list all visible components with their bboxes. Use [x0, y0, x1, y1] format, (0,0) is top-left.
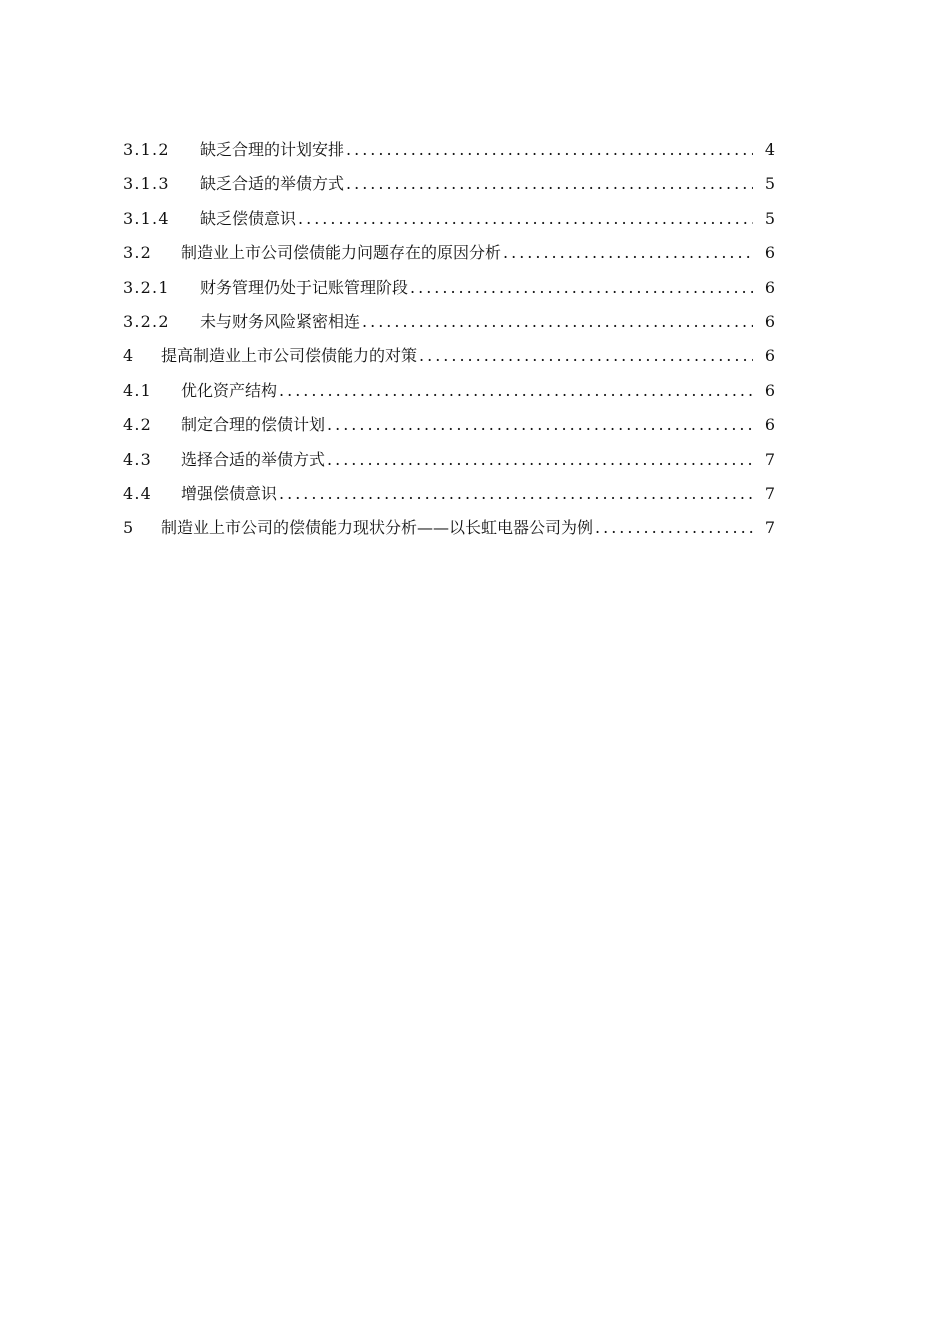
toc-entry-page: 4 [764, 140, 775, 159]
toc-leader-dots [503, 236, 753, 270]
toc-entry-number: 5 [123, 518, 135, 538]
toc-entry[interactable] [123, 305, 775, 339]
toc-entry[interactable] [123, 443, 775, 477]
toc-entry-title: 未与财务风险紧密相连 [200, 311, 361, 331]
toc-entry-title: 选择合适的举债方式 [181, 449, 326, 469]
toc-entry[interactable] [123, 271, 775, 305]
toc-entry-page: 6 [764, 380, 775, 400]
toc-entry-page: 6 [764, 415, 775, 435]
toc-leader-dots [595, 511, 753, 545]
toc-entry-page: 6 [764, 346, 775, 366]
toc-entry[interactable] [123, 236, 775, 270]
toc-entry-number: 4.1 [123, 380, 153, 400]
toc-entry-page: 7 [764, 449, 775, 469]
toc-entry-title: 缺乏合适的举债方式 [200, 174, 345, 194]
toc-entry-page: 5 [764, 174, 775, 194]
toc-entry-number: 3.2.1 [123, 277, 170, 297]
toc-entry-number: 4.3 [123, 449, 153, 469]
toc-entry-number: 3.2.2 [123, 311, 170, 331]
toc-entry-title: 优化资产结构 [181, 380, 278, 400]
toc-entry[interactable] [123, 477, 775, 511]
toc-entry[interactable] [123, 408, 775, 442]
toc-leader-dots [279, 374, 753, 408]
toc-leader-dots [298, 202, 753, 236]
toc-leader-dots [419, 339, 753, 373]
toc-entry-title: 制造业上市公司的偿债能力现状分析——以长虹电器公司为例 [161, 518, 594, 538]
toc-entry-title: 缺乏合理的计划安排 [200, 140, 345, 159]
toc-entry[interactable] [123, 133, 775, 167]
toc-leader-dots [327, 443, 753, 477]
toc-entry[interactable] [123, 339, 775, 373]
toc-entry-title: 增强偿债意识 [181, 483, 278, 503]
toc-entry[interactable] [123, 374, 775, 408]
toc-entry-number: 4.4 [123, 483, 153, 503]
toc-entry-page: 6 [764, 277, 775, 297]
toc-leader-dots [362, 305, 753, 339]
toc-entry-number: 3.1.4 [123, 208, 170, 228]
toc-entry[interactable] [123, 511, 775, 545]
toc-entry-number: 3.2 [123, 243, 153, 263]
table-of-contents [123, 133, 775, 546]
toc-leader-dots [346, 133, 753, 167]
toc-entry-number: 3.1.2 [123, 140, 170, 159]
toc-entry-title: 制定合理的偿债计划 [181, 415, 326, 435]
toc-entry[interactable] [123, 202, 775, 236]
toc-entry-title: 财务管理仍处于记账管理阶段 [200, 277, 409, 297]
toc-entry-number: 4 [123, 346, 135, 366]
toc-entry-title: 提高制造业上市公司偿债能力的对策 [161, 346, 418, 366]
toc-entry-number: 3.1.3 [123, 174, 170, 194]
toc-entry-page: 6 [764, 243, 775, 263]
toc-entry-title: 缺乏偿债意识 [200, 208, 297, 228]
toc-entry-page: 7 [764, 483, 775, 503]
toc-leader-dots [327, 408, 753, 442]
toc-leader-dots [410, 271, 753, 305]
toc-entry-page: 5 [764, 208, 775, 228]
toc-entry-title: 制造业上市公司偿债能力问题存在的原因分析 [181, 243, 502, 263]
toc-entry[interactable] [123, 167, 775, 201]
toc-entry-page: 6 [764, 311, 775, 331]
toc-leader-dots [346, 167, 753, 201]
toc-entry-page: 7 [764, 518, 775, 538]
toc-leader-dots [279, 477, 753, 511]
toc-entry-number: 4.2 [123, 415, 153, 435]
